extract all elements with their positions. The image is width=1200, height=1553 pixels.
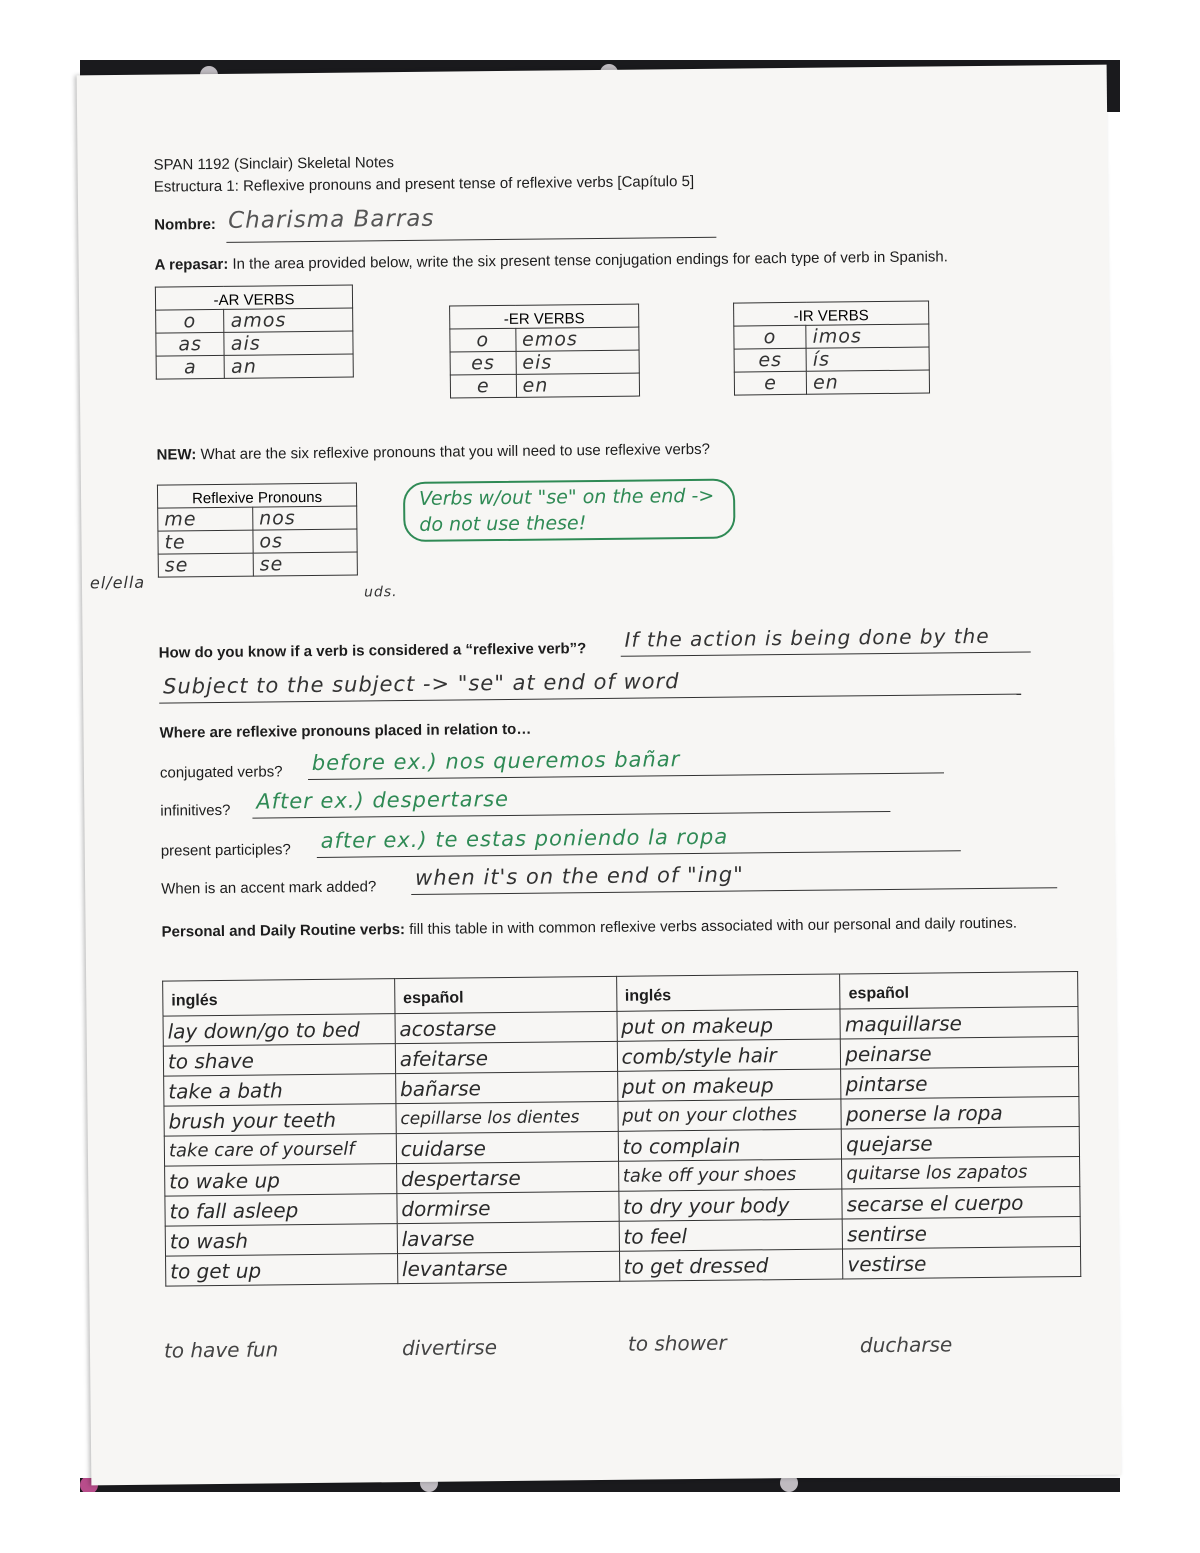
pronoun-side-note-right: uds. <box>363 584 398 601</box>
green-note-bubble: Verbs w/out "se" on the end -> do not use these! <box>403 479 736 542</box>
english-cell: to dry your body <box>618 1189 842 1221</box>
column-header-espanol: español <box>394 976 616 1013</box>
pronoun-cell: me <box>158 507 253 531</box>
english-cell: brush your teeth <box>164 1104 396 1136</box>
q2-label: Where are reflexive pronouns placed in relation to… <box>159 720 532 742</box>
spanish-cell: levantarse <box>397 1251 619 1283</box>
repasar-label: A repasar: <box>154 255 229 274</box>
ar-verbs-table <box>155 285 354 380</box>
spanish-cell: secarse el cuerpo <box>842 1186 1080 1218</box>
er-verbs-table <box>449 304 640 399</box>
ir-ending: ís <box>806 347 929 371</box>
answer-line <box>621 651 1031 656</box>
pronoun-cell: se <box>158 553 253 577</box>
english-cell: to fall asleep <box>165 1194 397 1226</box>
ar-table-title: -AR VERBS <box>155 285 352 310</box>
routine-verbs-table <box>162 971 1081 1287</box>
pronouns-table-title: Reflexive Pronouns <box>157 483 356 508</box>
extra-spanish-1: divertirse <box>401 1335 498 1361</box>
pronoun-cell: os <box>253 529 357 553</box>
ir-table-title: -IR VERBS <box>734 301 929 326</box>
ir-ending: imos <box>806 324 929 348</box>
english-cell: take off your shoes <box>618 1159 842 1191</box>
column-header-espanol: español <box>840 971 1078 1008</box>
ar-ending: a <box>156 355 225 379</box>
routine-instruction <box>162 911 1072 945</box>
spanish-cell: maquillarse <box>840 1006 1078 1038</box>
spanish-cell: lavarse <box>397 1221 619 1253</box>
ir-ending: es <box>734 348 806 372</box>
course-title: SPAN 1192 (Sinclair) Skeletal Notes <box>153 154 395 174</box>
spanish-cell: sentirse <box>842 1216 1080 1248</box>
ar-ending: o <box>156 309 225 333</box>
flower-pattern-icon <box>780 1478 798 1492</box>
english-cell: take a bath <box>164 1074 396 1106</box>
conjugated-label: conjugated verbs? <box>159 763 283 782</box>
ar-ending: amos <box>224 308 353 332</box>
ir-ending: o <box>734 325 806 349</box>
worksheet-page <box>77 65 1122 1486</box>
spanish-cell: quitarse los zapatos <box>842 1156 1080 1188</box>
spanish-cell: afeitarse <box>395 1041 617 1073</box>
q1-answer-line2: Subject to the subject -> "se" at end of word <box>162 669 680 699</box>
er-ending: en <box>516 373 640 397</box>
spanish-cell: despertarse <box>396 1161 618 1193</box>
spanish-cell: dormirse <box>397 1191 619 1223</box>
er-ending: eis <box>516 350 640 374</box>
new-text: What are the six reflexive pronouns that you will need to use reflexive verbs? <box>200 440 711 464</box>
pronoun-cell: te <box>158 530 253 554</box>
english-cell: put on your clothes <box>617 1099 841 1131</box>
er-ending: es <box>450 351 516 375</box>
ir-verbs-table <box>733 301 930 396</box>
infinitives-label: infinitives? <box>160 801 231 820</box>
spanish-cell: cuidarse <box>396 1131 618 1163</box>
nombre-value: Charisma Barras <box>228 205 435 234</box>
spanish-cell: cepillarse los dientes <box>396 1101 618 1133</box>
conjugated-answer: before ex.) nos queremos bañar <box>311 747 681 776</box>
spanish-cell: pintarse <box>841 1066 1079 1098</box>
column-header-ingles: inglés <box>616 974 840 1011</box>
accent-answer: when it's on the end of "ing" <box>414 862 744 890</box>
english-cell: to complain <box>618 1129 842 1161</box>
english-cell: put on makeup <box>617 1009 841 1041</box>
q1-answer-line1: If the action is being done by the <box>624 623 990 652</box>
routine-text: fill this table in with common reflexive verbs associated with our personal and daily routines. <box>409 914 1018 938</box>
ar-ending: ais <box>224 331 353 355</box>
english-cell: take care of yourself <box>164 1134 396 1166</box>
accent-label: When is an accent mark added? <box>161 878 377 898</box>
ar-ending: an <box>224 354 353 378</box>
ar-ending: as <box>156 332 225 356</box>
er-table-title: -ER VERBS <box>450 304 639 329</box>
nombre-label: Nombre: <box>154 215 216 234</box>
q1-label: How do you know if a verb is considered a “reflexive verb”? <box>158 640 587 662</box>
reflexive-pronouns-table <box>157 483 358 578</box>
spanish-cell: bañarse <box>395 1071 617 1103</box>
new-instruction <box>157 441 710 464</box>
participles-answer: after ex.) te estas poniendo la ropa <box>320 824 729 853</box>
new-label: NEW: <box>156 446 197 464</box>
repasar-instruction <box>155 247 1055 273</box>
spanish-cell: peinarse <box>841 1036 1079 1068</box>
english-cell: to get dressed <box>619 1249 843 1281</box>
pronoun-cell: se <box>253 552 357 576</box>
nombre-line <box>226 237 716 243</box>
estructura-title: Estructura 1: Reflexive pronouns and present tense of reflexive verbs [Capítulo 5] <box>153 172 695 196</box>
repasar-text: In the area provided below, write the six present tense conjugation endings for each type of verb in Spanish. <box>232 248 948 273</box>
spanish-cell: ponerse la ropa <box>841 1096 1079 1128</box>
english-cell: lay down/go to bed <box>163 1014 395 1046</box>
spanish-cell: acostarse <box>395 1011 617 1043</box>
english-cell: to feel <box>619 1219 843 1251</box>
extra-english-2: to shower <box>627 1330 727 1356</box>
spanish-cell: vestirse <box>843 1246 1081 1278</box>
english-cell: comb/style hair <box>617 1039 841 1071</box>
english-cell: to shave <box>163 1044 395 1076</box>
ir-ending: en <box>806 370 929 394</box>
er-ending: emos <box>515 327 639 351</box>
english-cell: put on makeup <box>617 1069 841 1101</box>
extra-spanish-2: ducharse <box>859 1332 953 1358</box>
pronoun-cell: nos <box>253 506 357 530</box>
er-ending: e <box>450 374 516 398</box>
column-header-ingles: inglés <box>163 979 395 1016</box>
spanish-cell: quejarse <box>842 1126 1080 1158</box>
english-cell: to get up <box>166 1254 398 1286</box>
english-cell: to wash <box>165 1224 397 1256</box>
routine-label: Personal and Daily Routine verbs: <box>161 921 406 941</box>
participles-label: present participles? <box>160 841 291 860</box>
pronoun-side-note-left: el/ella <box>89 572 146 593</box>
infinitives-answer: After ex.) despertarse <box>256 786 510 814</box>
extra-english-1: to have fun <box>163 1337 279 1363</box>
english-cell: to wake up <box>165 1164 397 1196</box>
er-ending: o <box>450 328 516 352</box>
ir-ending: e <box>734 371 806 395</box>
